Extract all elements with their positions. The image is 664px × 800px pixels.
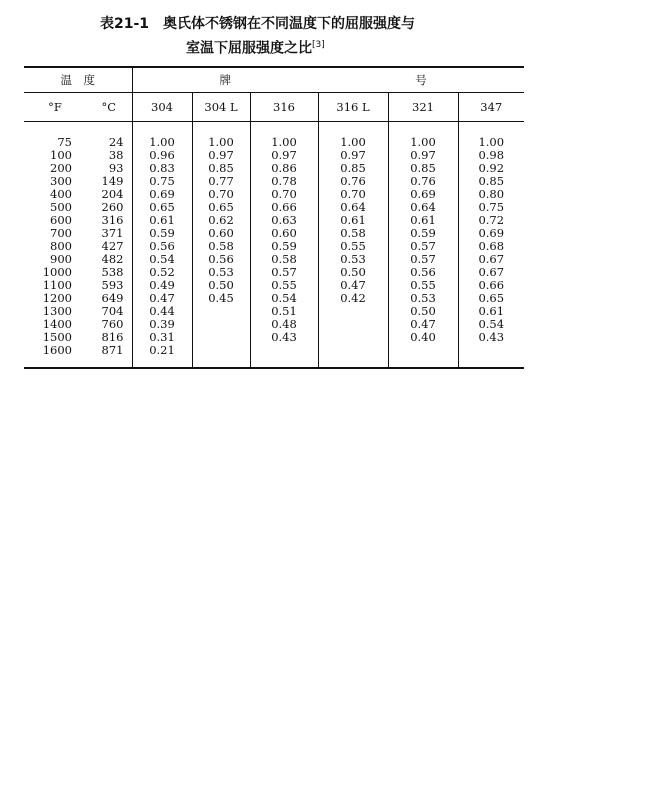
temp-fahrenheit-cell: 400 — [50, 187, 72, 201]
ratio-cell: 0.42 — [318, 292, 388, 305]
ratio-cell: 0.65 — [458, 292, 524, 305]
temp-celsius-cell: 593 — [101, 278, 124, 292]
ratio-cell: 0.60 — [250, 227, 318, 240]
grade-321: 321 — [388, 93, 458, 122]
caption-title-part-2: 室温下屈服强度之比 — [186, 40, 312, 57]
temp-fahrenheit-cell: 800 — [50, 239, 72, 253]
table-body — [24, 67, 524, 369]
ratio-cell: 0.21 — [132, 344, 192, 357]
ratio-cell: 0.47 — [388, 318, 458, 331]
grade-304l: 304 L — [192, 93, 250, 122]
ratio-cell — [192, 305, 250, 318]
ratio-cell: 1.00 — [250, 136, 318, 149]
temp-fahrenheit-cell: 100 — [50, 148, 72, 162]
temp-fahrenheit-cell: 1600 — [42, 343, 72, 357]
grade-304: 304 — [132, 93, 192, 122]
ratio-cell: 0.56 — [132, 240, 192, 253]
temp-fahrenheit-cell: 1100 — [42, 278, 72, 292]
temp-celsius-cell: 149 — [101, 174, 124, 188]
table-end-gap — [24, 357, 524, 368]
ratio-cell — [318, 344, 388, 357]
ratio-cell: 0.85 — [388, 162, 458, 175]
ratio-cell — [458, 344, 524, 357]
table-row — [24, 331, 524, 344]
temp-celsius-cell: 760 — [101, 317, 124, 331]
temp-celsius-cell: 24 — [108, 135, 124, 149]
table-number: 表21-1 — [100, 16, 150, 32]
temp-fahrenheit-cell: 1200 — [42, 291, 72, 305]
temp-fahrenheit-cell: 1400 — [42, 317, 72, 331]
temp-celsius-cell: 371 — [101, 226, 124, 240]
ratio-cell: 0.31 — [132, 331, 192, 344]
ratio-cell: 0.67 — [458, 253, 524, 266]
ratio-cell: 0.76 — [318, 175, 388, 188]
header-row-1 — [24, 68, 524, 93]
ratio-cell: 0.70 — [192, 188, 250, 201]
ratio-cell: 0.63 — [250, 214, 318, 227]
ratio-cell: 0.62 — [192, 214, 250, 227]
reference-marker: [3] — [312, 40, 325, 50]
ratio-cell — [192, 331, 250, 344]
ratio-cell: 1.00 — [132, 136, 192, 149]
temp-fahrenheit-cell: 600 — [50, 213, 72, 227]
grade-header-left — [132, 68, 318, 93]
ratio-cell: 0.59 — [132, 227, 192, 240]
ratio-cell: 0.85 — [458, 175, 524, 188]
ratio-cell: 0.56 — [388, 266, 458, 279]
ratio-cell: 0.92 — [458, 162, 524, 175]
ratio-cell: 0.64 — [388, 201, 458, 214]
bottom-rule — [24, 368, 524, 369]
ratio-cell: 0.78 — [250, 175, 318, 188]
ratio-cell: 0.61 — [388, 214, 458, 227]
ratio-cell: 0.53 — [318, 253, 388, 266]
ratio-cell: 0.77 — [192, 175, 250, 188]
ratio-cell — [318, 305, 388, 318]
ratio-cell: 0.66 — [250, 201, 318, 214]
ratio-cell: 0.43 — [458, 331, 524, 344]
ratio-cell: 0.50 — [192, 279, 250, 292]
caption-line-1 — [70, 14, 490, 35]
ratio-cell: 0.66 — [458, 279, 524, 292]
ratio-cell: 0.58 — [192, 240, 250, 253]
ratio-cell: 0.59 — [388, 227, 458, 240]
temp-fahrenheit-cell: 700 — [50, 226, 72, 240]
ratio-cell: 0.49 — [132, 279, 192, 292]
ratio-cell: 0.65 — [192, 201, 250, 214]
grade-347: 347 — [458, 93, 524, 122]
ratio-cell: 0.98 — [458, 149, 524, 162]
temp-celsius-cell: 649 — [101, 291, 124, 305]
temp-celsius-cell: 204 — [101, 187, 124, 201]
ratio-cell: 0.60 — [192, 227, 250, 240]
temp-celsius-cell: 871 — [101, 343, 124, 357]
grade-header-right — [318, 68, 524, 93]
ratio-cell: 1.00 — [388, 136, 458, 149]
ratio-cell: 0.52 — [132, 266, 192, 279]
caption-title-part-1: 奥氏体不锈钢在不同温度下的屈服强度与 — [163, 16, 416, 32]
ratio-cell: 1.00 — [192, 136, 250, 149]
ratio-cell: 0.45 — [192, 292, 250, 305]
ratio-cell: 0.85 — [318, 162, 388, 175]
temp-fahrenheit-cell: 1300 — [42, 304, 72, 318]
ratio-cell: 0.57 — [250, 266, 318, 279]
ratio-cell: 0.48 — [250, 318, 318, 331]
ratio-cell: 0.65 — [132, 201, 192, 214]
ratio-cell: 0.40 — [388, 331, 458, 344]
ratio-cell: 0.59 — [250, 240, 318, 253]
temp-fahrenheit-cell: 500 — [50, 200, 72, 214]
ratio-cell: 0.61 — [132, 214, 192, 227]
ratio-cell: 0.54 — [458, 318, 524, 331]
ratio-cell: 0.72 — [458, 214, 524, 227]
unit-fahrenheit: °F — [24, 93, 86, 122]
ratio-cell: 0.58 — [250, 253, 318, 266]
temp-celsius-cell: 704 — [101, 304, 124, 318]
ratio-cell — [192, 344, 250, 357]
ratio-cell: 0.70 — [250, 188, 318, 201]
ratio-cell: 0.75 — [132, 175, 192, 188]
ratio-cell: 0.43 — [250, 331, 318, 344]
ratio-cell — [318, 318, 388, 331]
temp-fahrenheit-cell: 1500 — [42, 330, 72, 344]
grade-316l: 316 L — [318, 93, 388, 122]
ratio-cell: 0.57 — [388, 253, 458, 266]
yield-strength-table — [24, 66, 524, 369]
ratio-cell: 0.97 — [192, 149, 250, 162]
unit-celsius: °C — [86, 93, 132, 122]
grade-header-left-text: 牌 — [219, 73, 231, 87]
ratio-cell: 0.54 — [250, 292, 318, 305]
temp-fahrenheit-cell: 1000 — [42, 265, 72, 279]
ratio-cell: 0.57 — [388, 240, 458, 253]
temp-fahrenheit-cell: 200 — [50, 161, 72, 175]
temp-fahrenheit-cell: 900 — [50, 252, 72, 266]
ratio-cell — [318, 331, 388, 344]
caption-line-2 — [70, 35, 490, 60]
ratio-cell: 0.68 — [458, 240, 524, 253]
ratio-cell: 0.80 — [458, 188, 524, 201]
temp-fahrenheit-cell: 75 — [57, 135, 72, 149]
temp-celsius-cell: 316 — [101, 213, 124, 227]
temp-celsius-cell: 427 — [101, 239, 124, 253]
temp-fahrenheit-cell: 300 — [50, 174, 72, 188]
ratio-cell: 0.50 — [318, 266, 388, 279]
temperature-header: 温 度 — [24, 68, 132, 93]
ratio-cell: 0.86 — [250, 162, 318, 175]
ratio-cell: 0.67 — [458, 266, 524, 279]
temp-celsius-cell: 816 — [101, 330, 124, 344]
ratio-cell: 0.53 — [192, 266, 250, 279]
table-row — [24, 344, 524, 357]
temp-celsius-cell: 93 — [108, 161, 124, 175]
ratio-cell: 0.55 — [250, 279, 318, 292]
ratio-cell — [388, 344, 458, 357]
temp-celsius-cell: 260 — [101, 200, 124, 214]
ratio-cell — [250, 344, 318, 357]
ratio-cell: 0.56 — [192, 253, 250, 266]
ratio-cell: 0.50 — [388, 305, 458, 318]
temp-celsius-cell: 482 — [101, 252, 124, 266]
ratio-cell: 0.69 — [458, 227, 524, 240]
ratio-cell: 0.97 — [388, 149, 458, 162]
ratio-cell: 0.64 — [318, 201, 388, 214]
ratio-cell: 0.69 — [132, 188, 192, 201]
ratio-cell: 0.83 — [132, 162, 192, 175]
ratio-cell: 0.76 — [388, 175, 458, 188]
ratio-cell: 0.70 — [318, 188, 388, 201]
ratio-cell: 0.47 — [132, 292, 192, 305]
ratio-cell: 0.44 — [132, 305, 192, 318]
ratio-cell: 1.00 — [458, 136, 524, 149]
ratio-cell: 0.55 — [318, 240, 388, 253]
grade-316: 316 — [250, 93, 318, 122]
ratio-cell: 1.00 — [318, 136, 388, 149]
ratio-cell: 0.85 — [192, 162, 250, 175]
header-row-2 — [24, 93, 524, 122]
ratio-cell: 0.97 — [318, 149, 388, 162]
ratio-cell: 0.47 — [318, 279, 388, 292]
ratio-cell: 0.58 — [318, 227, 388, 240]
ratio-cell: 0.97 — [250, 149, 318, 162]
temp-celsius-cell: 38 — [108, 148, 124, 162]
ratio-cell: 0.61 — [318, 214, 388, 227]
ratio-cell — [192, 318, 250, 331]
grade-header-right-text: 号 — [415, 73, 427, 87]
ratio-cell: 0.39 — [132, 318, 192, 331]
ratio-cell: 0.96 — [132, 149, 192, 162]
ratio-cell: 0.54 — [132, 253, 192, 266]
ratio-cell: 0.51 — [250, 305, 318, 318]
table-caption — [70, 14, 490, 60]
ratio-cell: 0.53 — [388, 292, 458, 305]
ratio-cell: 0.61 — [458, 305, 524, 318]
ratio-cell: 0.69 — [388, 188, 458, 201]
ratio-cell: 0.75 — [458, 201, 524, 214]
header-gap — [24, 122, 524, 137]
ratio-cell: 0.55 — [388, 279, 458, 292]
temp-celsius-cell: 538 — [101, 265, 124, 279]
